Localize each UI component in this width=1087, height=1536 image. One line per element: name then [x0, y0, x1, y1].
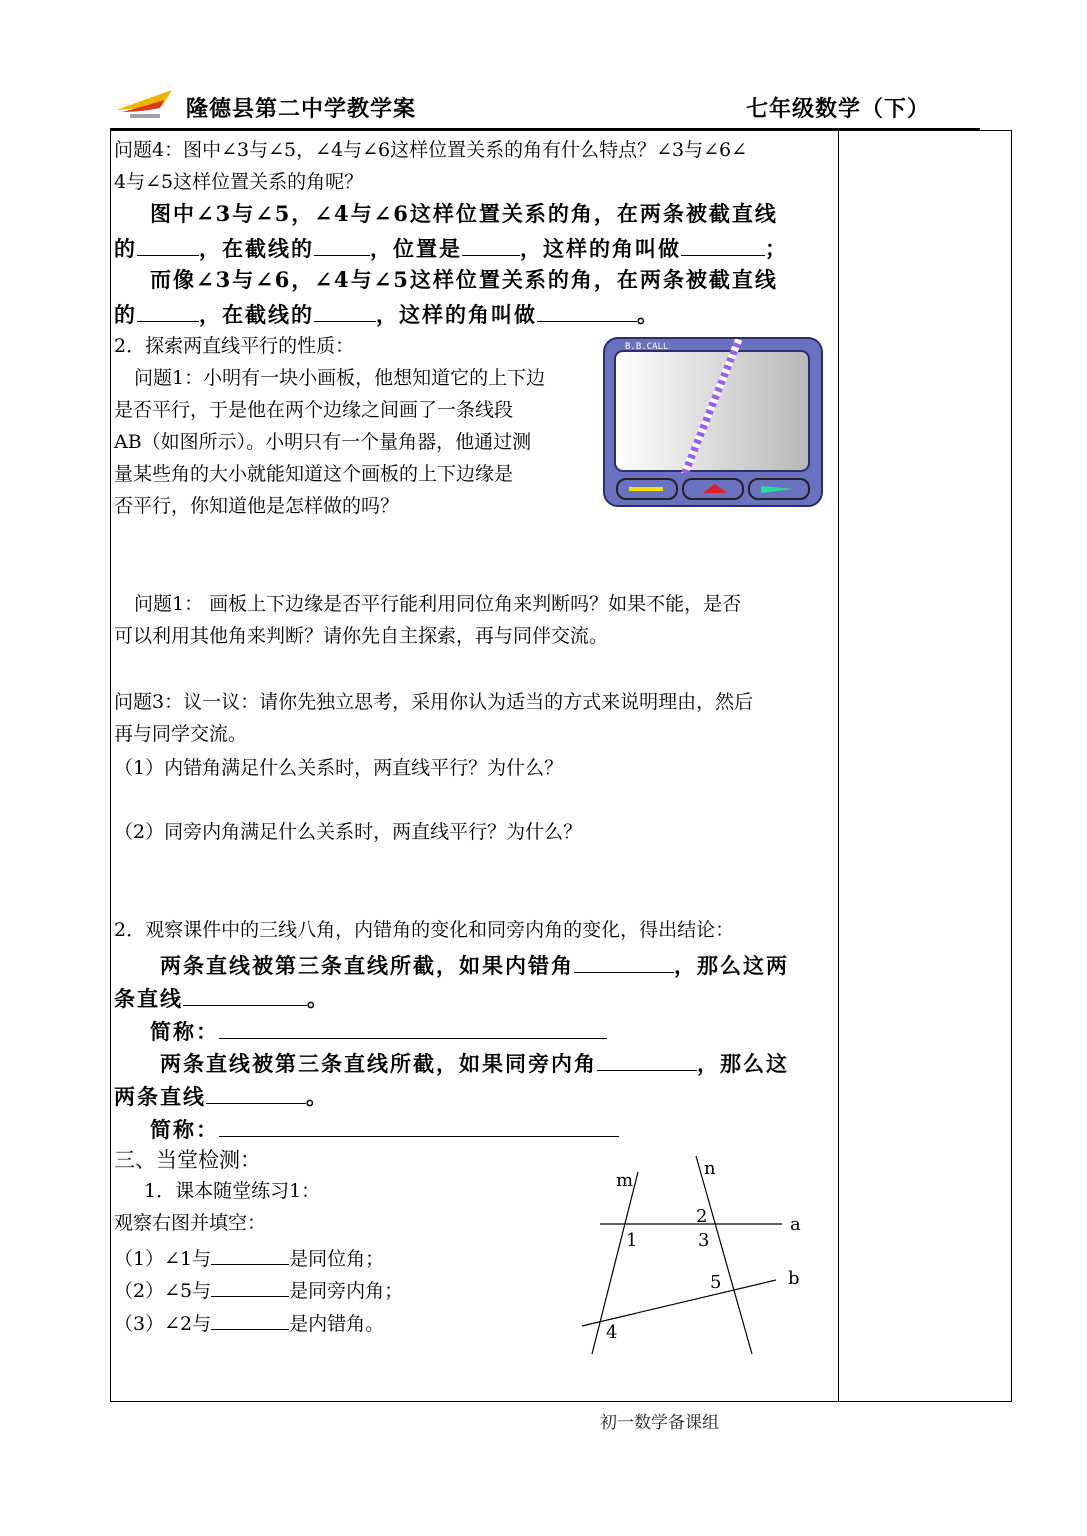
page-footer: 初一数学备课组	[600, 1413, 719, 1433]
blank[interactable]	[219, 1014, 607, 1039]
explore-p1: 问题1：小明有一块小画板，他想知道它的上下边	[134, 367, 546, 389]
conclusion2: 两条直线被第三条直线所截，如果同旁内角 ，那么这	[160, 1046, 789, 1080]
grade-title: 七年级数学（下）	[745, 96, 930, 122]
q4-fill2a: 而像∠3与∠6，∠4与∠5这样位置关系的角，在两条被截直线	[150, 267, 778, 292]
blank[interactable]	[211, 1272, 289, 1297]
blank[interactable]	[183, 981, 307, 1006]
drawing-board-illustration	[603, 337, 823, 507]
short2: 简称：	[150, 1112, 619, 1146]
angle-4: 4	[606, 1322, 618, 1343]
angle-5: 5	[710, 1272, 722, 1293]
q4-line1: 问题4：图中∠3与∠5，∠4与∠6这样位置关系的角有什么特点？∠3与∠6∠	[114, 139, 748, 161]
explore-p5: 否平行，你知道他是怎样做的吗？	[114, 495, 400, 517]
short1: 简称：	[150, 1014, 607, 1048]
q1b-line1: 问题1： 画板上下边缘是否平行能利用同位角来判断吗？如果不能，是否	[134, 593, 742, 615]
blank[interactable]	[681, 231, 765, 256]
blank[interactable]	[206, 1079, 306, 1104]
q4-fill2b: 的 ，在截线的 ，这样的角叫做 。	[114, 297, 660, 331]
q3-line1: 问题3：议一议：请你先独立思考，采用你认为适当的方式来说明理由，然后	[114, 691, 754, 713]
blank[interactable]	[314, 297, 376, 322]
q1b-line2: 可以利用其他角来判断？请你先自主探索，再与同伴交流。	[114, 625, 609, 647]
label-a: a	[790, 1214, 801, 1235]
blank[interactable]	[219, 1112, 619, 1137]
label-b: b	[788, 1268, 800, 1289]
line-b	[582, 1280, 776, 1326]
blank[interactable]	[537, 297, 637, 322]
observe-line: 2．观察课件中的三线八角，内错角的变化和同旁内角的变化，得出结论：	[114, 919, 735, 941]
conclusion2-cont: 两条直线 。	[114, 1079, 329, 1113]
blank[interactable]	[211, 1305, 289, 1330]
label-n: n	[704, 1158, 716, 1179]
angle-1: 1	[626, 1230, 638, 1251]
three-lines-figure	[570, 1150, 810, 1360]
q4-line2: 4与∠5这样位置关系的角呢？	[114, 171, 364, 193]
check-heading: 三、当堂检测：	[114, 1148, 261, 1172]
conclusion1: 两条直线被第三条直线所截，如果内错角 ，那么这两	[160, 948, 789, 982]
blank[interactable]	[597, 1046, 697, 1071]
q3-sub2: （2）同旁内角满足什么关系时，两直线平行？为什么？	[114, 821, 583, 843]
blank[interactable]	[137, 231, 199, 256]
label-m: m	[616, 1170, 634, 1191]
q4-fill1b: 的 ，在截线的 ，位置是 ，这样的角叫做 ；	[114, 231, 788, 265]
board-label: B.B.CALL	[625, 342, 669, 352]
q4-fill1a: 图中∠3与∠5，∠4与∠6这样位置关系的角，在两条被截直线	[150, 201, 778, 226]
angle-3: 3	[698, 1230, 710, 1251]
table-column-divider	[838, 130, 839, 1402]
check-item2: （2）∠5与 是同旁内角；	[114, 1272, 403, 1307]
check-exercise: 1．课本随堂练习1：	[144, 1180, 321, 1202]
check-item3: （3）∠2与 是内错角。	[114, 1305, 384, 1340]
page-header	[110, 86, 980, 130]
school-title: 隆德县第二中学教学案	[186, 96, 417, 122]
check-observe: 观察右图并填空：	[114, 1212, 267, 1234]
check-item1: （1）∠1与 是同位角；	[114, 1240, 384, 1275]
blank[interactable]	[211, 1240, 289, 1265]
blank[interactable]	[314, 231, 370, 256]
conclusion1-cont: 条直线 。	[114, 981, 330, 1015]
explore-p4: 量某些角的大小就能知道这个画板的上下边缘是	[114, 463, 514, 485]
blank[interactable]	[574, 948, 674, 973]
explore-heading: 2．探索两直线平行的性质：	[114, 335, 355, 357]
explore-p2: 是否平行，于是他在两个边缘之间画了一条线段	[114, 399, 514, 421]
explore-p3: AB（如图所示）。小明只有一个量角器，他通过测	[114, 431, 532, 453]
q3-sub1: （1）内错角满足什么关系时，两直线平行？为什么？	[114, 757, 564, 779]
blank[interactable]	[462, 231, 520, 256]
school-logo-icon	[114, 86, 176, 122]
line-n	[696, 1156, 752, 1354]
q3-line2: 再与同学交流。	[114, 723, 248, 745]
angle-2: 2	[696, 1206, 708, 1227]
blank[interactable]	[137, 297, 199, 322]
